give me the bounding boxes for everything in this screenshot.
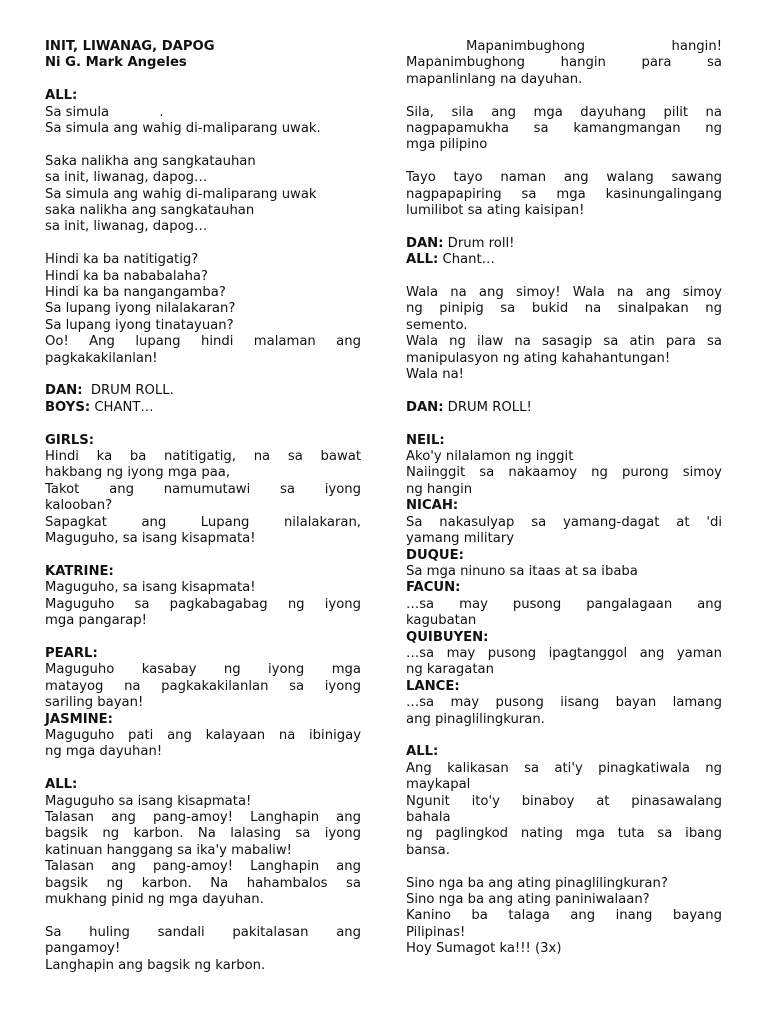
verse-line: …sa may pusong ipagtanggol ang yaman <box>406 645 722 661</box>
speaker-label: ALL: <box>406 744 439 760</box>
stanza <box>406 876 722 958</box>
stanza <box>406 580 722 629</box>
cue-line <box>45 400 361 416</box>
verse-line: Maguguho kasabay ng iyong mga <box>45 662 361 678</box>
verse-line: saka nalikha ang sangkatauhan <box>45 203 255 219</box>
verse-line: Sa nakasulyap sa yamang-dagat at 'di <box>406 514 722 530</box>
stanza <box>406 433 722 499</box>
stanza <box>45 777 361 908</box>
speaker-label: DAN: <box>406 399 444 415</box>
speaker-label: QUIBUYEN: <box>406 629 489 645</box>
stanza <box>406 548 722 581</box>
verse-line: nagpapamukha sa kamangmangan ng <box>406 121 722 137</box>
verse-line: bagsik ng karbon. Na lalasing sa iyong <box>45 826 361 842</box>
verse-line: Wala ng ilaw na sasagip sa atin para sa <box>406 334 722 350</box>
verse-line: Takot ang namumutawi sa iyong <box>45 481 361 497</box>
verse-line: Maguguho sa isang kisapmata! <box>45 793 252 809</box>
speaker-label: JASMINE: <box>45 711 113 727</box>
stanza <box>406 105 722 154</box>
verse-line: Mapanimbughong hangin! <box>466 39 722 54</box>
verse-line: ng mga dayuhan! <box>45 744 163 760</box>
speaker-label: DUQUE: <box>406 547 464 563</box>
verse-line: ng paglingkod nating mga tuta sa ibang <box>406 826 722 842</box>
verse-line: Sa simula ang wahig di-maliparang uwak. <box>45 121 321 137</box>
cue-line <box>45 383 361 399</box>
verse-line: Sa simula ang wahig di-maliparang uwak <box>45 186 317 202</box>
verse-line: bagsik ng karbon. Na hahambalos sa <box>45 875 361 891</box>
right-body <box>406 39 722 958</box>
cue-line <box>406 236 722 252</box>
verse-line: Talasan ang pang-amoy! Langhapin ang <box>45 809 361 825</box>
stanza <box>406 170 722 219</box>
stanza <box>406 285 722 383</box>
verse-line: Hindi ka ba nangangamba? <box>45 285 226 301</box>
stanza <box>45 383 361 416</box>
verse-line: ng karagatan <box>406 662 494 678</box>
cue-text: DRUM ROLL. <box>82 383 174 399</box>
stanza <box>406 400 722 416</box>
verse-line: semento. <box>406 317 468 333</box>
stanza <box>45 154 361 236</box>
verse-line: Langhapin ang bagsik ng karbon. <box>45 957 266 973</box>
cue-line <box>406 252 722 268</box>
poem-title: INIT, LIWANAG, DAPOG <box>45 39 215 54</box>
stanza <box>45 646 361 712</box>
stanza <box>45 564 361 630</box>
speaker-label: BOYS: <box>45 399 91 415</box>
verse-line: …sa may pusong iisang bayan lamang <box>406 695 722 711</box>
verse-line: mga pilipino <box>406 137 488 153</box>
verse-line: Wala na! <box>406 367 464 383</box>
verse-line: nagpapapiring sa mga kasinungalingang <box>406 186 722 202</box>
verse-line: ng pinipig sa bukid na sinalpakan ng <box>406 301 722 317</box>
left-column <box>45 39 361 990</box>
speaker-label: KATRINE: <box>45 563 114 579</box>
speaker-label: ALL: <box>45 88 78 104</box>
cue-text: CHANT… <box>90 399 154 415</box>
verse-line: kalooban? <box>45 498 113 514</box>
verse-line: Tayo tayo naman ang walang sawang <box>406 170 722 186</box>
verse-line: Maguguho sa pagkabagabag ng iyong <box>45 596 361 612</box>
verse-line: Oo! Ang lupang hindi malaman ang <box>45 334 361 350</box>
speaker-label: DAN: <box>406 235 444 251</box>
verse-line: Talasan ang pang-amoy! Langhapin ang <box>45 859 361 875</box>
verse-line: bansa. <box>406 842 450 858</box>
verse-line: lumilibot sa ating kaisipan! <box>406 203 585 219</box>
verse-line: mapanlinlang na dayuhan. <box>406 71 583 87</box>
cue-text: Drum roll! <box>443 235 515 251</box>
verse-line: Maguguho, sa isang kisapmata! <box>45 531 256 547</box>
verse-line: maykapal <box>406 777 471 793</box>
verse-line: Maguguho, sa isang kisapmata! <box>45 580 256 596</box>
verse-line: …sa may pusong pangalagaan ang <box>406 596 722 612</box>
verse-line: Maguguho pati ang kalayaan na ibinigay <box>45 727 361 743</box>
verse-line: Mapanimbughong hangin para sa <box>406 55 722 71</box>
verse-line: Sapagkat ang Lupang nilalakaran, <box>45 514 361 530</box>
verse-line: Sa huling sandali pakitalasan ang <box>45 924 361 940</box>
cue-line <box>406 400 722 416</box>
speaker-label: ALL: <box>406 252 439 268</box>
verse-line: matayog na pagkakakilanlan sa iyong <box>45 678 361 694</box>
speaker-label: FACUN: <box>406 580 461 596</box>
verse-line: Hindi ka ba nababalaha? <box>45 268 209 284</box>
verse-line: mga pangarap! <box>45 613 147 629</box>
verse-line: Ang kalikasan sa ati'y pinagkatiwala ng <box>406 760 722 776</box>
verse-line: pangamoy! <box>45 941 121 957</box>
cue-text: Chant… <box>438 252 495 268</box>
stanza <box>406 498 722 547</box>
speaker-label: NEIL: <box>406 432 445 448</box>
verse-line: Sino nga ba ang ating paniniwalaan? <box>406 892 650 907</box>
stanza <box>406 39 722 88</box>
verse-line: mukhang pinid ng mga dayuhan. <box>45 892 264 907</box>
verse-line: sariling bayan! <box>45 695 144 711</box>
stanza <box>406 236 722 269</box>
verse-line: Saka nalikha ang sangkatauhan <box>45 153 256 169</box>
verse-line: Wala na ang simoy! Wala na ang simoy <box>406 285 722 301</box>
stanza <box>45 88 361 137</box>
verse-line: Naiinggit sa nakaamoy ng purong simoy <box>406 465 722 481</box>
stanza <box>45 433 361 548</box>
verse-line: Hoy Sumagot ka!!! (3x) <box>406 941 562 957</box>
verse-line: yamang military <box>406 531 515 547</box>
verse-line: Hindi ka ba natitigatig? <box>45 252 199 268</box>
verse-line: sa init, liwanag, dapog… <box>45 219 208 235</box>
verse-line: bahala <box>406 809 451 825</box>
verse-line: manipulasyon ng ating kahahantungan! <box>406 350 671 366</box>
left-body <box>45 88 361 974</box>
speaker-label: ALL: <box>45 777 78 793</box>
verse-line: Ako'y nilalamon ng inggit <box>406 449 574 465</box>
stanza <box>45 252 361 367</box>
verse-line: Hindi ka ba natitigatig, na sa bawat <box>45 449 361 465</box>
speaker-label: PEARL: <box>45 645 98 661</box>
stanza <box>406 630 722 679</box>
verse-line: hakbang ng iyong mga paa, <box>45 465 231 481</box>
verse-line: sa init, liwanag, dapog… <box>45 170 208 186</box>
speaker-label: NICAH: <box>406 498 459 514</box>
right-column <box>406 39 722 974</box>
speaker-label: DAN: <box>45 383 83 399</box>
verse-line: Sino nga ba ang ating pinaglilingkuran? <box>406 875 668 891</box>
stanza <box>45 925 361 974</box>
verse-line: ang pinaglilingkuran. <box>406 711 545 727</box>
poem-author: Ni G. Mark Angeles <box>45 55 187 71</box>
cue-text: DRUM ROLL! <box>443 399 532 415</box>
verse-line: Sila, sila ang mga dayuhang pilit na <box>406 104 722 120</box>
stanza <box>406 744 722 859</box>
verse-line: kagubatan <box>406 613 477 629</box>
verse-line: Sa mga ninuno sa itaas at sa ibaba <box>406 563 638 579</box>
stanza <box>406 679 722 728</box>
title-block <box>45 39 361 72</box>
stanza <box>45 712 361 761</box>
verse-line: Ngunit ito'y binaboy at pinasawalang <box>406 793 722 809</box>
speaker-label: LANCE: <box>406 678 460 694</box>
verse-line: Sa lupang iyong tinatayuan? <box>45 317 234 333</box>
verse-line: Pilipinas! <box>406 924 466 940</box>
verse-line: Sa simula . <box>45 104 164 120</box>
verse-line: Kanino ba talaga ang inang bayang <box>406 908 722 924</box>
verse-line: pagkakakilanlan! <box>45 350 158 366</box>
verse-line: katinuan hanggang sa ika'y mabaliw! <box>45 842 292 858</box>
speaker-label: GIRLS: <box>45 432 95 448</box>
verse-line: ng hangin <box>406 481 473 497</box>
verse-line: Sa lupang iyong nilalakaran? <box>45 301 236 317</box>
